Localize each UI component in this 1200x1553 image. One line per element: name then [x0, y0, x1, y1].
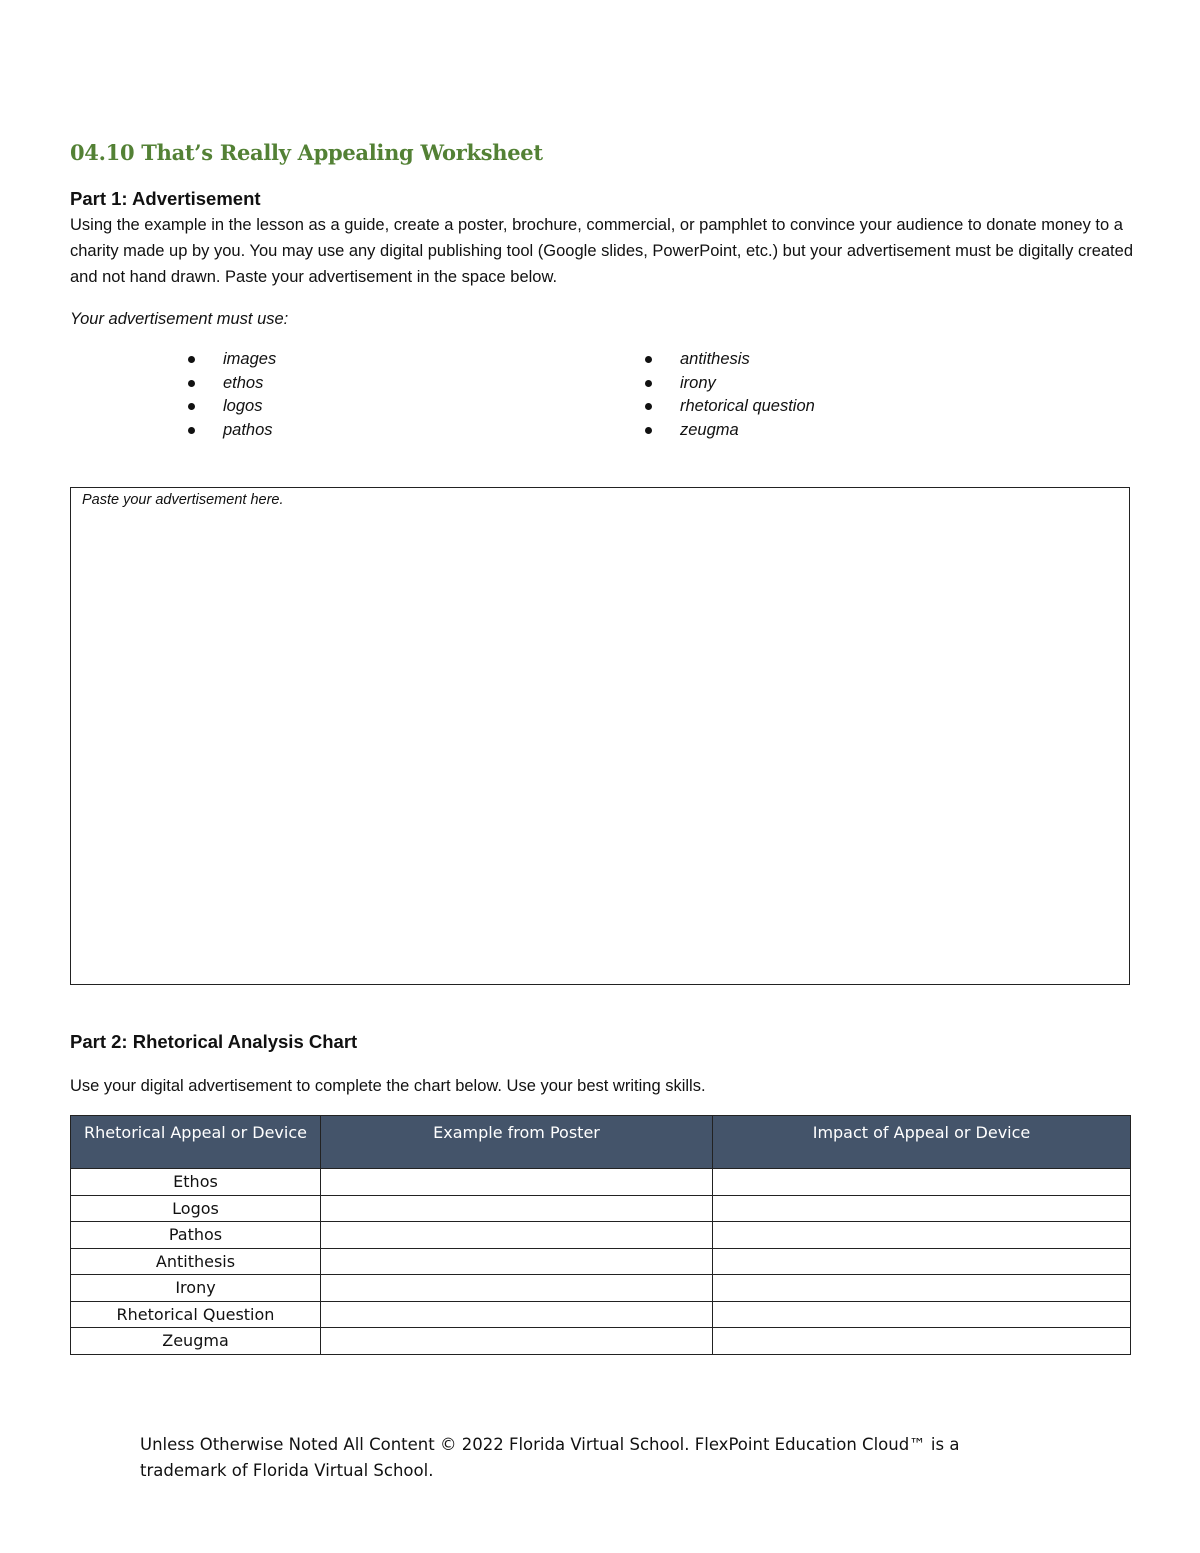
paste-area-label: Paste your advertisement here. — [82, 492, 284, 508]
page-title: 04.10 That’s Really Appealing Worksheet — [70, 140, 543, 165]
example-cell[interactable] — [321, 1195, 713, 1222]
list-item — [186, 348, 276, 372]
impact-cell[interactable] — [713, 1248, 1131, 1275]
device-cell: Rhetorical Question — [71, 1301, 321, 1328]
device-cell: Logos — [71, 1195, 321, 1222]
part2-heading: Part 2: Rhetorical Analysis Chart — [70, 1031, 358, 1052]
bullet-icon — [645, 356, 652, 363]
table-row — [71, 1248, 1131, 1275]
header-appeal-or-device: Rhetorical Appeal or Device — [71, 1116, 321, 1169]
impact-cell[interactable] — [713, 1328, 1131, 1355]
requirement-label: ethos — [223, 373, 264, 392]
table-row — [71, 1301, 1131, 1328]
example-cell[interactable] — [321, 1222, 713, 1249]
advertisement-paste-area[interactable] — [70, 487, 1130, 985]
device-cell: Ethos — [71, 1169, 321, 1196]
example-cell[interactable] — [321, 1169, 713, 1196]
table-row — [71, 1275, 1131, 1302]
bullet-icon — [188, 356, 195, 363]
list-item — [643, 372, 815, 396]
table-header-row — [71, 1116, 1131, 1169]
bullet-icon — [188, 380, 195, 387]
must-use-label: Your advertisement must use: — [70, 310, 289, 328]
device-cell: Antithesis — [71, 1248, 321, 1275]
requirement-label: irony — [680, 373, 716, 392]
copyright-footer: Unless Otherwise Noted All Content © 2022 Florida Virtual School. FlexPoint Education Cloud™ is a trademark of Florida Virtual School. — [140, 1435, 960, 1480]
device-cell: Zeugma — [71, 1328, 321, 1355]
bullet-icon — [188, 403, 195, 410]
requirement-label: logos — [223, 397, 263, 415]
impact-cell[interactable] — [713, 1195, 1131, 1222]
table-row — [71, 1328, 1131, 1355]
bullet-icon — [188, 427, 195, 434]
header-impact: Impact of Appeal or Device — [713, 1116, 1131, 1169]
impact-cell[interactable] — [713, 1222, 1131, 1249]
requirement-label: zeugma — [680, 420, 739, 439]
table-row — [71, 1195, 1131, 1222]
requirements-list-right — [643, 348, 815, 442]
list-item — [186, 395, 276, 419]
table-row — [71, 1222, 1131, 1249]
device-cell: Pathos — [71, 1222, 321, 1249]
bullet-icon — [645, 380, 652, 387]
requirement-label: pathos — [223, 420, 273, 439]
impact-cell[interactable] — [713, 1301, 1131, 1328]
list-item — [186, 419, 276, 443]
list-item — [643, 419, 815, 443]
rhetorical-analysis-table — [70, 1115, 1131, 1355]
bullet-icon — [645, 403, 652, 410]
device-cell: Irony — [71, 1275, 321, 1302]
example-cell[interactable] — [321, 1275, 713, 1302]
part2-instructions: Use your digital advertisement to complete the chart below. Use your best writing skills. — [70, 1077, 706, 1095]
list-item — [643, 395, 815, 419]
example-cell[interactable] — [321, 1301, 713, 1328]
example-cell[interactable] — [321, 1248, 713, 1275]
list-item — [643, 348, 815, 372]
requirement-label: rhetorical question — [680, 397, 815, 415]
part1-instructions: Using the example in the lesson as a guide, create a poster, brochure, commercial, or pamphlet to convince your audience to donate money to a charity made up by you. You may use any digital publishing tool (Google slides, PowerPoint, etc.) but your advertisement must be digitally created and not hand drawn. Paste your advertisement in the space below. — [70, 216, 1133, 286]
impact-cell[interactable] — [713, 1275, 1131, 1302]
impact-cell[interactable] — [713, 1169, 1131, 1196]
header-example-from-poster: Example from Poster — [321, 1116, 713, 1169]
bullet-icon — [645, 427, 652, 434]
part1-heading: Part 1: Advertisement — [70, 188, 261, 209]
example-cell[interactable] — [321, 1328, 713, 1355]
requirement-label: antithesis — [680, 350, 750, 368]
table-row — [71, 1169, 1131, 1196]
requirements-list-left — [186, 348, 276, 442]
requirement-label: images — [223, 350, 277, 368]
list-item — [186, 372, 276, 396]
